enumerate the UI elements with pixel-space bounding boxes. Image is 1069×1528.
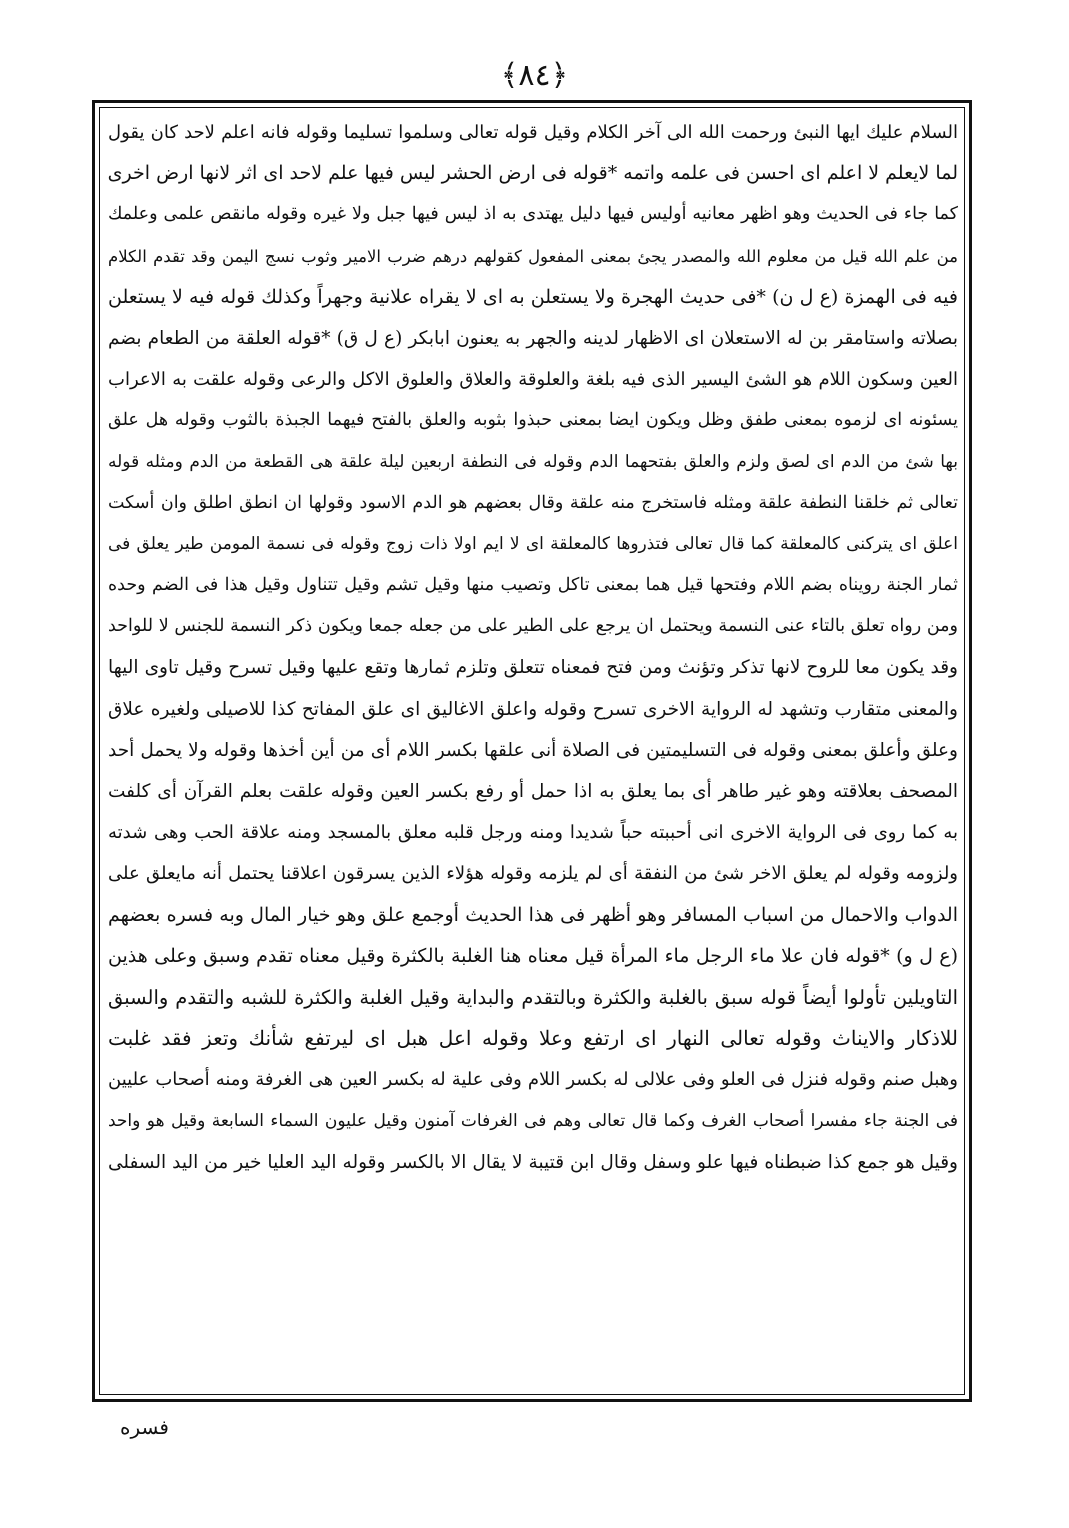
text-line: ولزومه وقوله لم يعلق الاخر شئ من النفقة أى لم يلزمه وقوله هؤلاء الذين يسرقون اعلاقنا يحتمل أنه مايعلق على	[108, 863, 958, 885]
catchword: فسره	[120, 1415, 169, 1439]
text-line: فى الجنة جاء مفسرا أصحاب الغرف وكما قال تعالى وهم فى الغرفات آمنون وقيل عليون السماء السابعة وقيل هو واحد	[108, 1110, 958, 1131]
text-line: تعالى ثم خلقنا النطفة علقة ومثله فاستخرج منه علقة وقال بعضهم هو الدم الاسود وقولها ان انطق اطلق وان أسكت	[108, 492, 958, 513]
text-line: وقيل هو جمع كذا ضبطناه فيها علو وسفل وقال ابن قتيبة لا يقال الا بالكسر وقوله اليد العليا خير من اليد السفلى	[108, 1151, 958, 1173]
text-line: ومن رواه تعلق بالتاء عنى النسمة ويحتمل ان يرجع على الطير على من جعله جمعا ويكون ذكر النسمة للجنس لا للواحد	[108, 616, 958, 637]
text-line: للاذكار والايناث وقوله تعالى النهار اى ارتفع وعلا وقوله اعل هبل اى ليرتفع شأنك وتعز فقد غلبت	[108, 1026, 958, 1051]
text-line: به كما روى فى الرواية الاخرى انى أحببته حباً شديدا ومنه ورجل قلبه معلق بالمسجد ومنه علاقة الحب وهى شدته	[108, 822, 958, 844]
page-number: ﴿٨٤﴾	[500, 58, 569, 93]
text-line: الدواب والاحمال من اسباب المسافر وهو أظهر فى هذا الحديث أوجمع علق وهو خيار المال وبه فسره بعضهم	[108, 903, 958, 926]
text-line: (ع ل و) *قوله فان علا ماء الرجل ماء المرأة قيل معناه هنا الغلبة بالكثرة وقيل معناه تقدم وسبق وعلى هذين	[108, 944, 958, 967]
text-line: يسئونه اى لزموه بمعنى طفق وظل ويكون ايضا بمعنى حبذوا بثوبه والعلق بالفتح فيهما الجبذة بالثوب وقوله هل علق	[108, 410, 958, 431]
text-line: من علم الله قيل من معلوم الله والمصدر يجئ بمعنى المفعول كقولهم درهم ضرب الامير وثوب نسج اليمن وقد تقدم الكلام	[108, 246, 958, 266]
text-line: المصحف بعلاقته وهو غير طاهر أى بما يعلق به اذا حمل أو رفع بكسر العين وقوله علقت بعلم القرآن أى كلفت	[108, 781, 958, 802]
text-line: اعلق اى يتركنى كالمعلقة كما قال تعالى فتذروها كالمعلقة اى لا ايم اولا ذات زوج وقوله فى نسمة المومن طير يعلق فى	[108, 533, 958, 554]
text-line: السلام عليك ايها النبئ ورحمت الله الى آخر الكلام وقيل قوله تعالى وسلموا تسليما وقوله فانه اعلم لاحد كان يقول	[108, 122, 958, 143]
text-line: العين وسكون اللام هو الشئ اليسير الذى فيه بلغة والعلوقة والعلاق والعلوق الاكل والرعى وقوله علقت به الاعراب	[108, 369, 958, 391]
text-body	[108, 112, 958, 1392]
text-line: بها شئ من الدم اى لصق ولزم والعلق بفتحهما الدم وقوله فى النطفة اربعين ليلة علقة هى القطعة من الدم ومثله قوله	[108, 451, 958, 472]
text-line: والمعنى متقارب وتشهد له الرواية الاخرى تسرح وقوله واعلق الاغاليق اى علق المفاتح كذا للاصيلى ولغيره علاق	[108, 698, 958, 720]
text-line: التاويلين تأولوا أيضاً قوله سبق بالغلبة والكثرة وبالتقدم والبداية وقيل الغلبة والكثرة للشبه والتقدم والسبق	[108, 985, 958, 1009]
text-line: كما جاء فى الحديث وهو اظهر معانيه أوليس فيها دليل يهتدى به اذ ليس فيها جبل ولا غيره وقوله مانقص علمى وعلمك	[108, 204, 958, 225]
text-line: وعلق وأعلق بمعنى وقوله فى التسليمتين فى الصلاة أنى علقها بكسر اللام أى من أين أخذها وقوله ولا يحمل أحد	[108, 739, 958, 761]
text-line: لما لايعلم لا اعلم اى احسن فى علمه واتمه *قوله فى ارض الحشر ليس فيها علم لاحد اى اثر لانها ارض اخرى	[108, 162, 958, 185]
text-line: وقد يكون معا للروح لانها تذكر وتؤنث ومن فتح فمعناه تتعلق وتلزم ثمارها وتقع عليها وقيل تسرح وقيل تاوى اليها	[108, 657, 958, 679]
text-line: ثمار الجنة رويناه بضم اللام وفتحها قيل هما بمعنى تاكل وتصيب منها وقيل تشم وقيل تتناول وقيل هذا فى الضم وحده	[108, 575, 958, 596]
text-line: بصلاته واستامقر بن له الاستعلان اى الاظهار لدينه والجهر به يعنون ابابكر (ع ل ق) *قوله العلقة من الطعام بضم	[108, 327, 958, 349]
text-line: وهبل صنم وقوله فنزل فى العلو وفى علالى له بكسر اللام وفى علية له بكسر العين هى الغرفة ومنه أصحاب عليين	[108, 1069, 958, 1091]
text-line: فيه فى الهمزة (ع ل ن) *فى حديث الهجرة ولا يستعلن به اى لا يقراه علانية وجهراً وكذلك قوله فيه لا يستعلن	[108, 285, 958, 308]
